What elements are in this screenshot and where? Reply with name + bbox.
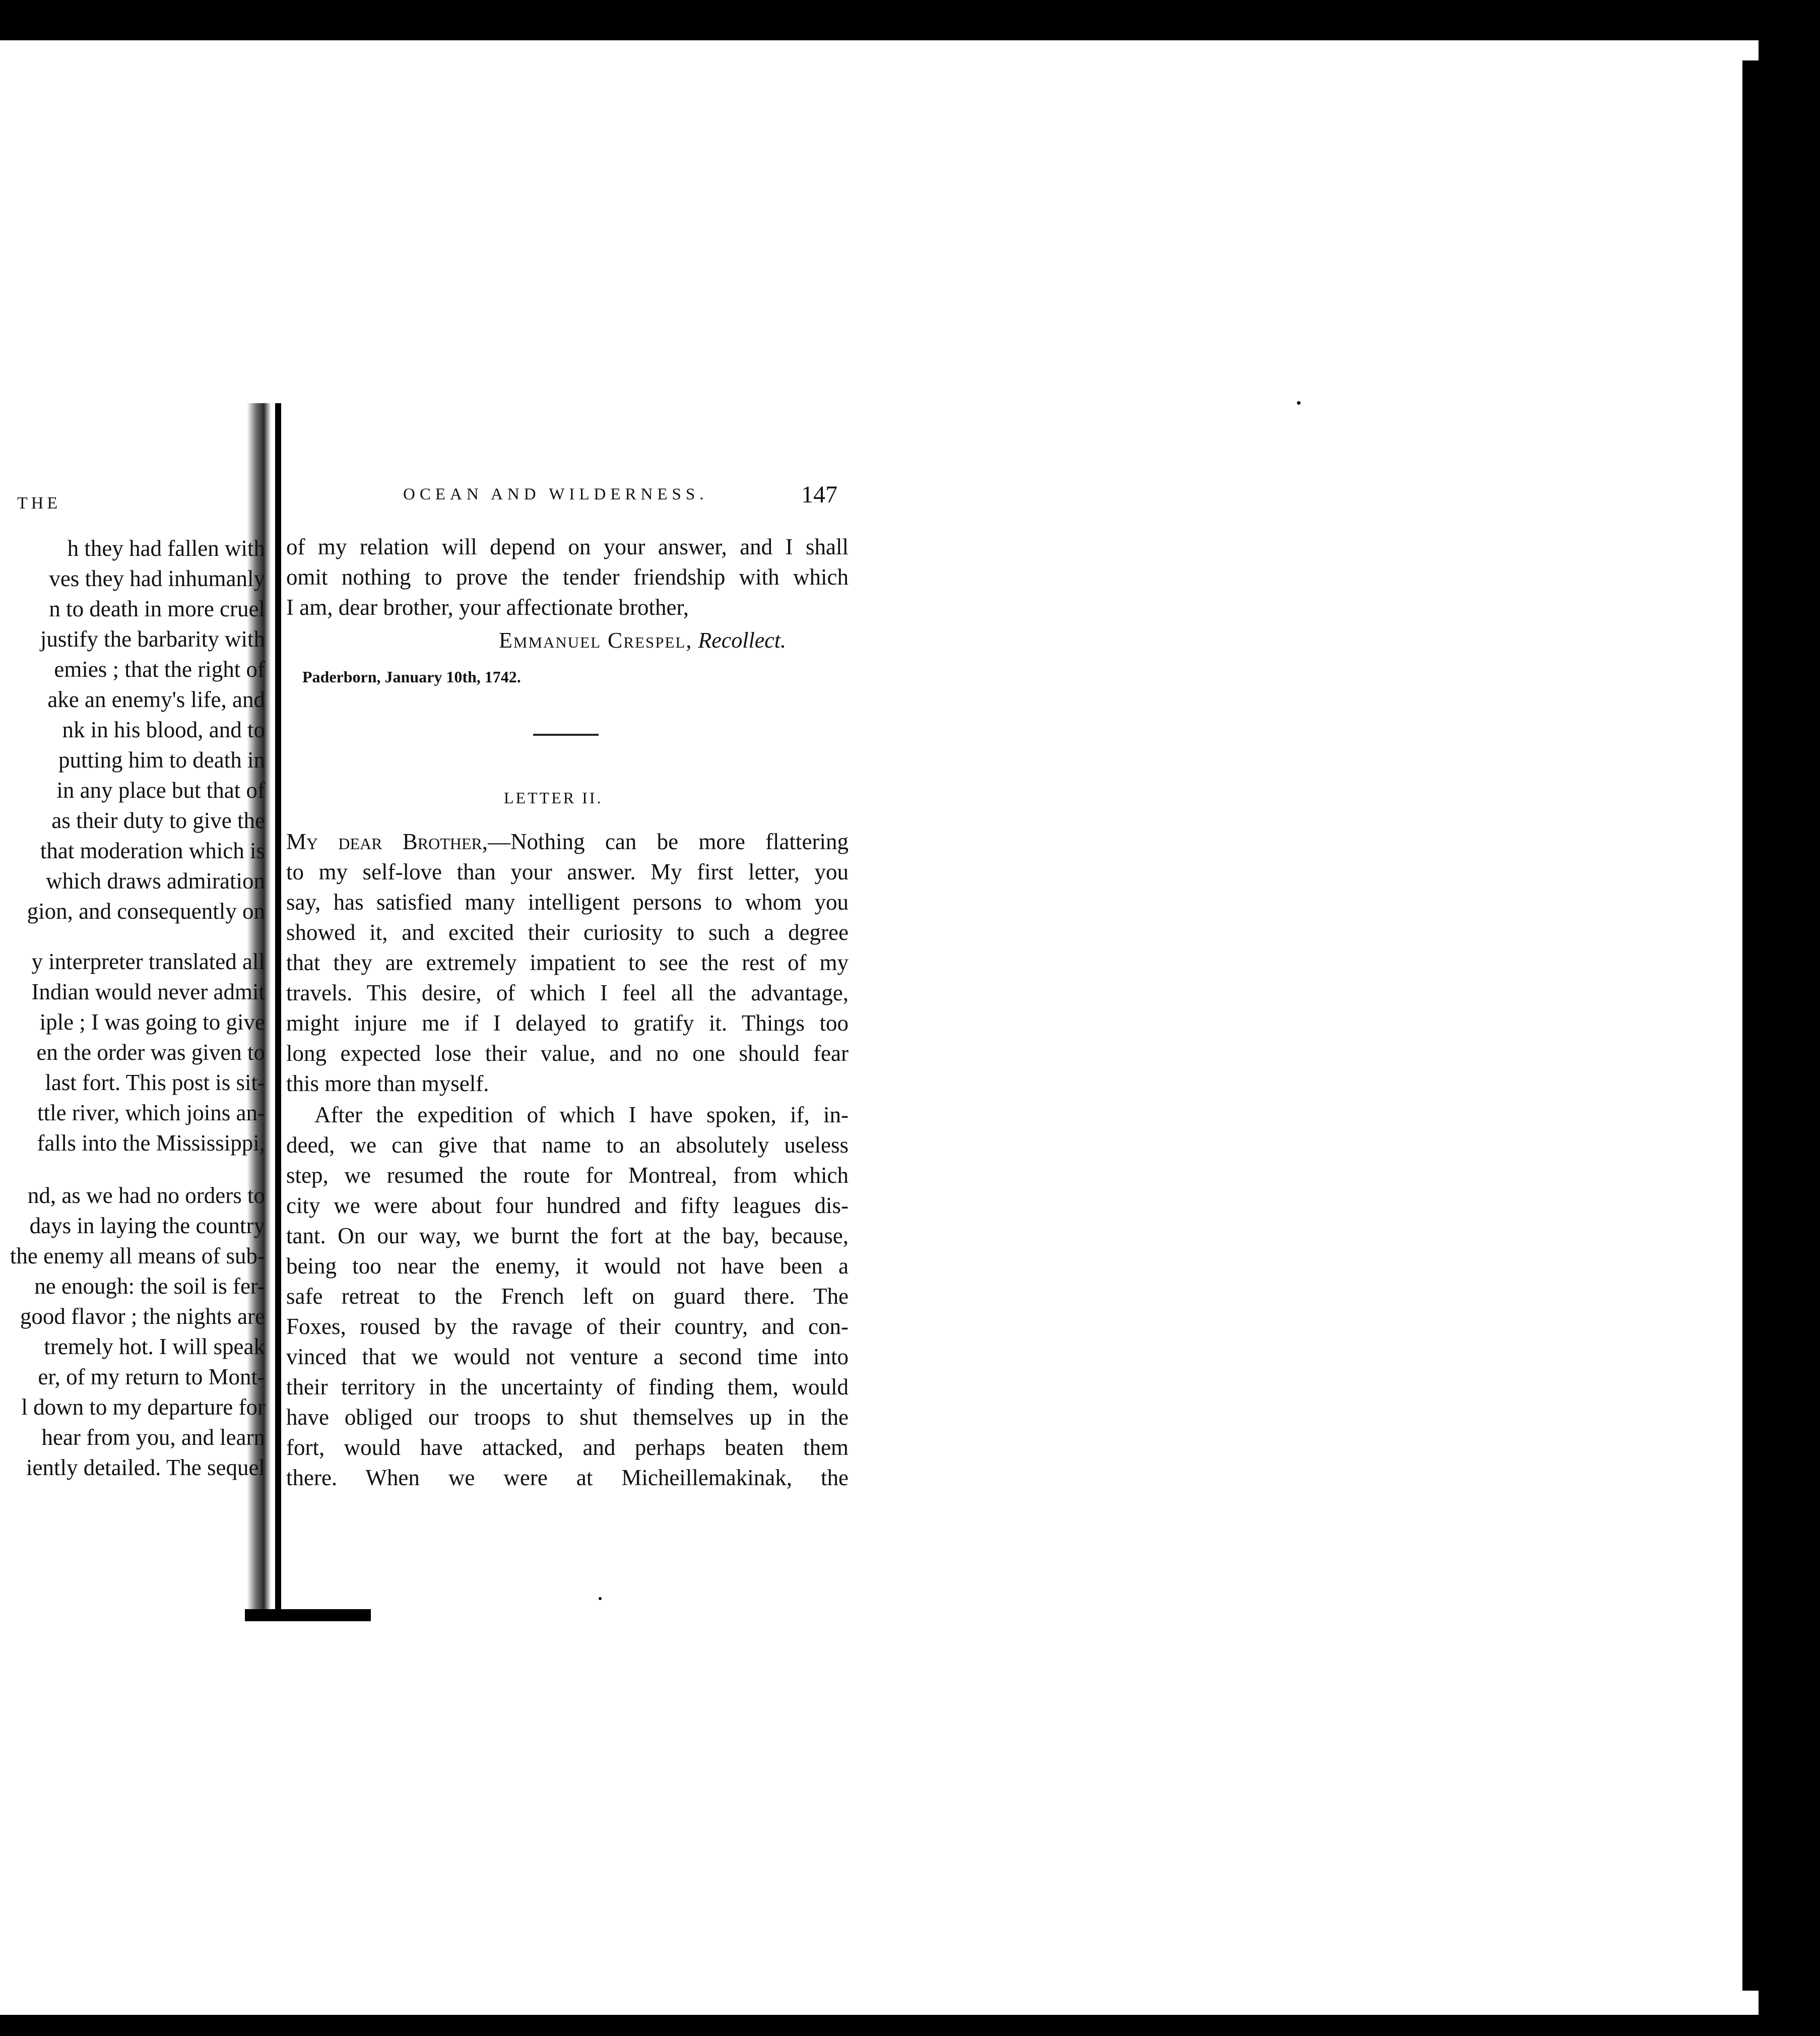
left-text-line: falls into the Mississippi, — [37, 1130, 265, 1156]
signature — [499, 627, 786, 653]
text-line: there. When we were at Micheillemakinak, the — [286, 1465, 849, 1490]
paragraph-first-line — [286, 831, 849, 853]
text-line: their territory in the uncertainty of finding them, would — [286, 1374, 849, 1399]
text-line: fort, would have attacked, and perhaps beaten them — [286, 1435, 849, 1460]
text-line: omit nothing to prove the tender friendship with which — [286, 564, 849, 590]
left-text-line: that moderation which is — [40, 838, 265, 863]
text-line: might injure me if I delayed to gratify it. Things too — [286, 1010, 849, 1036]
left-text-line: ves they had inhumanly — [49, 566, 265, 591]
text-line: being too near the enemy, it would not have been a — [286, 1253, 849, 1279]
page-number: 147 — [801, 481, 837, 508]
paragraph-first-line-text: —Nothing can be more flattering — [488, 829, 849, 854]
scan-border-bottom — [0, 2015, 1820, 2036]
left-text-line: hear from you, and learn — [41, 1425, 265, 1450]
text-line: step, we resumed the route for Montreal, from which — [286, 1163, 849, 1188]
left-text-line: ake an enemy's life, and — [47, 687, 265, 712]
left-text-line: ttle river, which joins an- — [37, 1100, 265, 1125]
text-line: city we were about four hundred and fifty leagues dis- — [286, 1193, 849, 1218]
text-line: deed, we can give that name to an absolutely useless — [286, 1132, 849, 1158]
left-running-head: THE — [17, 494, 61, 513]
left-text-line: in any place but that of — [56, 778, 265, 803]
left-text-line: as their duty to give the — [51, 808, 265, 833]
dust-speck — [599, 1597, 602, 1600]
left-text-line: n to death in more cruel — [49, 596, 265, 621]
running-head: OCEAN AND WILDERNESS. — [403, 485, 708, 503]
left-text-line: days in laying the country — [29, 1213, 265, 1238]
text-line: say, has satisfied many intelligent persons to whom you — [286, 889, 849, 915]
section-divider — [533, 734, 599, 736]
left-text-line: iple ; I was going to give — [39, 1009, 265, 1035]
text-line: vinced that we would not venture a second time into — [286, 1344, 849, 1369]
scan-border-right — [1759, 40, 1820, 2036]
left-text-line: putting him to death in — [58, 747, 265, 773]
text-line: showed it, and excited their curiosity to such a degree — [286, 920, 849, 945]
text-line: of my relation will depend on your answer, and I shall — [286, 534, 849, 559]
text-line: travels. This desire, of which I feel all the advantage, — [286, 980, 849, 1005]
text-line: have obliged our troops to shut themselves up in the — [286, 1405, 849, 1430]
left-text-line: nd, as we had no orders to — [27, 1183, 265, 1208]
letter-heading: LETTER II. — [504, 789, 603, 807]
scan-border-top — [0, 0, 1820, 40]
text-line: safe retreat to the French left on guard there. The — [286, 1284, 849, 1309]
text-line: long expected lose their value, and no one should fear — [286, 1041, 849, 1066]
left-text-line: ne enough: the soil is fer- — [34, 1274, 265, 1299]
text-line: tant. On our way, we burnt the fort at the bay, because, — [286, 1223, 849, 1248]
page-gutter-line — [275, 403, 281, 1613]
text-line: to my self-love than your answer. My first letter, you — [286, 859, 849, 884]
page-gutter-foot — [245, 1609, 371, 1621]
scan-border-right-inner — [1742, 60, 1760, 1991]
left-text-line: h they had fallen with — [67, 536, 265, 561]
text-line: that they are extremely impatient to see the rest of my — [286, 950, 849, 975]
left-text-line: emies ; that the right of — [54, 657, 265, 682]
text-line: After the expedition of which I have spoken, if, in- — [314, 1102, 849, 1127]
place-date: Paderborn, January 10th, 1742. — [302, 668, 521, 686]
text-line: this more than myself. — [286, 1071, 489, 1096]
dust-speck — [1297, 401, 1301, 405]
left-text-line: which draws admiration — [46, 868, 265, 894]
left-text-line: last fort. This post is sit- — [45, 1070, 265, 1095]
left-text-line: en the order was given to — [36, 1040, 265, 1065]
text-line: Foxes, roused by the ravage of their country, and con- — [286, 1314, 849, 1339]
left-text-line: y interpreter translated all — [31, 949, 265, 974]
left-text-line: the enemy all means of sub- — [10, 1243, 265, 1268]
left-text-line: iently detailed. The sequel — [26, 1455, 265, 1480]
left-text-line: gion, and consequently on — [27, 899, 265, 924]
left-text-line: Indian would never admit — [31, 979, 265, 1004]
left-text-line: justify the barbarity with — [40, 626, 265, 652]
text-line: I am, dear brother, your affectionate brother, — [286, 595, 689, 620]
left-text-line: l down to my departure for — [21, 1394, 265, 1420]
signature-name: Emmanuel Crespel, — [499, 628, 693, 653]
signature-title: Recollect. — [698, 628, 787, 653]
left-text-line: er, of my return to Mont- — [38, 1364, 265, 1389]
left-text-line: nk in his blood, and to — [62, 717, 265, 742]
left-text-line: good flavor ; the nights are — [20, 1304, 265, 1329]
left-text-line: tremely hot. I will speak — [44, 1334, 265, 1359]
salutation: My dear Brother, — [286, 829, 488, 854]
